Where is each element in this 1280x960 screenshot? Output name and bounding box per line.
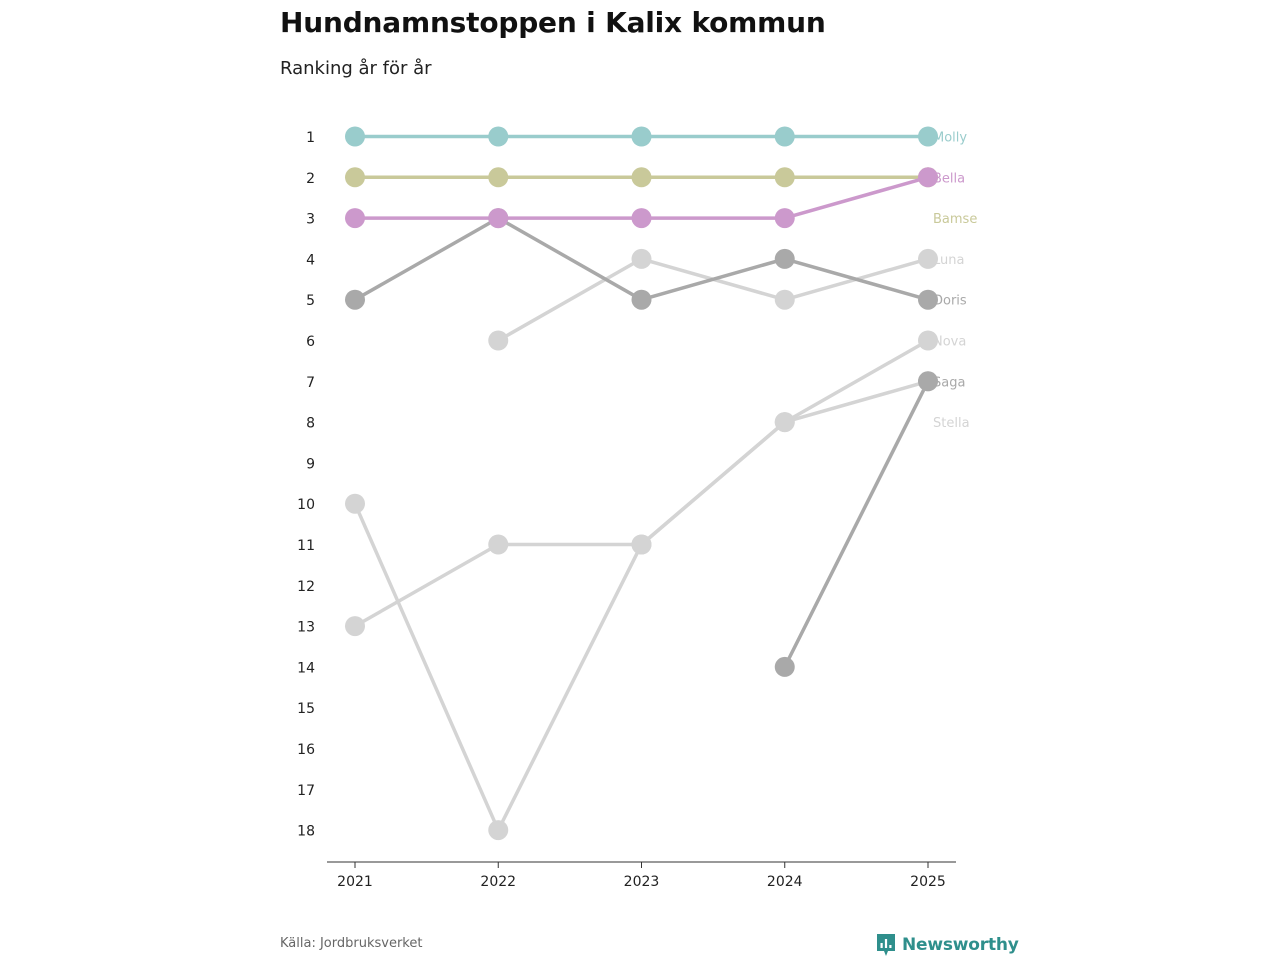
series-line-saga [785, 381, 928, 667]
end-label-luna: Luna [933, 252, 965, 268]
y-tick-label: 12 [297, 578, 315, 595]
x-axis [327, 862, 956, 890]
series-end-labels [933, 131, 977, 432]
point-bella [488, 208, 508, 228]
end-label-saga: Saga [933, 375, 966, 391]
y-tick-label: 1 [306, 130, 315, 146]
end-label-molly: Molly [933, 130, 968, 146]
end-label-doris: Doris [933, 293, 967, 309]
point-bamse [775, 167, 795, 187]
y-tick-label: 9 [306, 456, 315, 473]
point-bamse [632, 167, 652, 187]
point-nova [488, 820, 508, 840]
point-doris [632, 290, 652, 310]
y-tick-label: 16 [297, 742, 315, 758]
point-doris [775, 249, 795, 269]
series-points [345, 127, 938, 841]
x-tick-label: 2024 [766, 874, 803, 890]
y-tick-label: 2 [306, 170, 315, 187]
newsworthy-icon [876, 933, 896, 957]
y-tick-label: 6 [306, 334, 315, 350]
y-tick-label: 15 [297, 701, 315, 718]
brand-name: Newsworthy [902, 935, 1019, 955]
point-doris [345, 290, 365, 310]
y-tick-label: 18 [297, 823, 315, 840]
point-molly [345, 127, 365, 147]
end-label-nova: Nova [933, 334, 967, 350]
point-bella [345, 208, 365, 228]
point-luna [488, 331, 508, 351]
y-tick-label: 10 [297, 497, 315, 514]
point-luna [632, 249, 652, 269]
series-line-stella [355, 381, 928, 626]
y-axis-ticks [297, 130, 315, 840]
point-nova [345, 494, 365, 514]
brand-logo[interactable] [876, 933, 1019, 957]
x-tick-label: 2022 [480, 874, 517, 890]
y-tick-label: 11 [297, 538, 315, 554]
end-label-stella: Stella [933, 416, 970, 432]
y-tick-label: 13 [297, 619, 315, 636]
series-line-nova [355, 341, 928, 831]
end-label-bella: Bella [933, 171, 966, 187]
point-molly [775, 127, 795, 147]
point-bella [775, 208, 795, 228]
y-tick-label: 8 [306, 415, 315, 432]
y-tick-label: 14 [297, 660, 315, 677]
point-stella [345, 616, 365, 636]
source-note: Källa: Jordbruksverket [280, 936, 423, 951]
point-molly [488, 127, 508, 147]
chart-title: Hundnamnstoppen i Kalix kommun [280, 6, 826, 39]
point-nova [632, 535, 652, 555]
series-lines [355, 137, 928, 831]
x-tick-label: 2025 [910, 874, 946, 890]
y-tick-label: 4 [306, 252, 315, 269]
x-tick-label: 2021 [337, 874, 373, 890]
end-label-bamse: Bamse [933, 212, 978, 228]
point-molly [632, 127, 652, 147]
x-tick-label: 2023 [623, 874, 660, 890]
point-bamse [345, 167, 365, 187]
point-saga [775, 657, 795, 677]
y-tick-label: 5 [306, 293, 315, 310]
point-luna [775, 290, 795, 310]
y-tick-label: 3 [306, 211, 315, 228]
y-tick-label: 7 [306, 374, 315, 391]
series-line-luna [498, 259, 928, 341]
point-bella [632, 208, 652, 228]
y-tick-label: 17 [297, 782, 315, 799]
point-bamse [488, 167, 508, 187]
point-nova [775, 412, 795, 432]
chart-subtitle: Ranking år för år [280, 58, 432, 79]
point-stella [488, 535, 508, 555]
